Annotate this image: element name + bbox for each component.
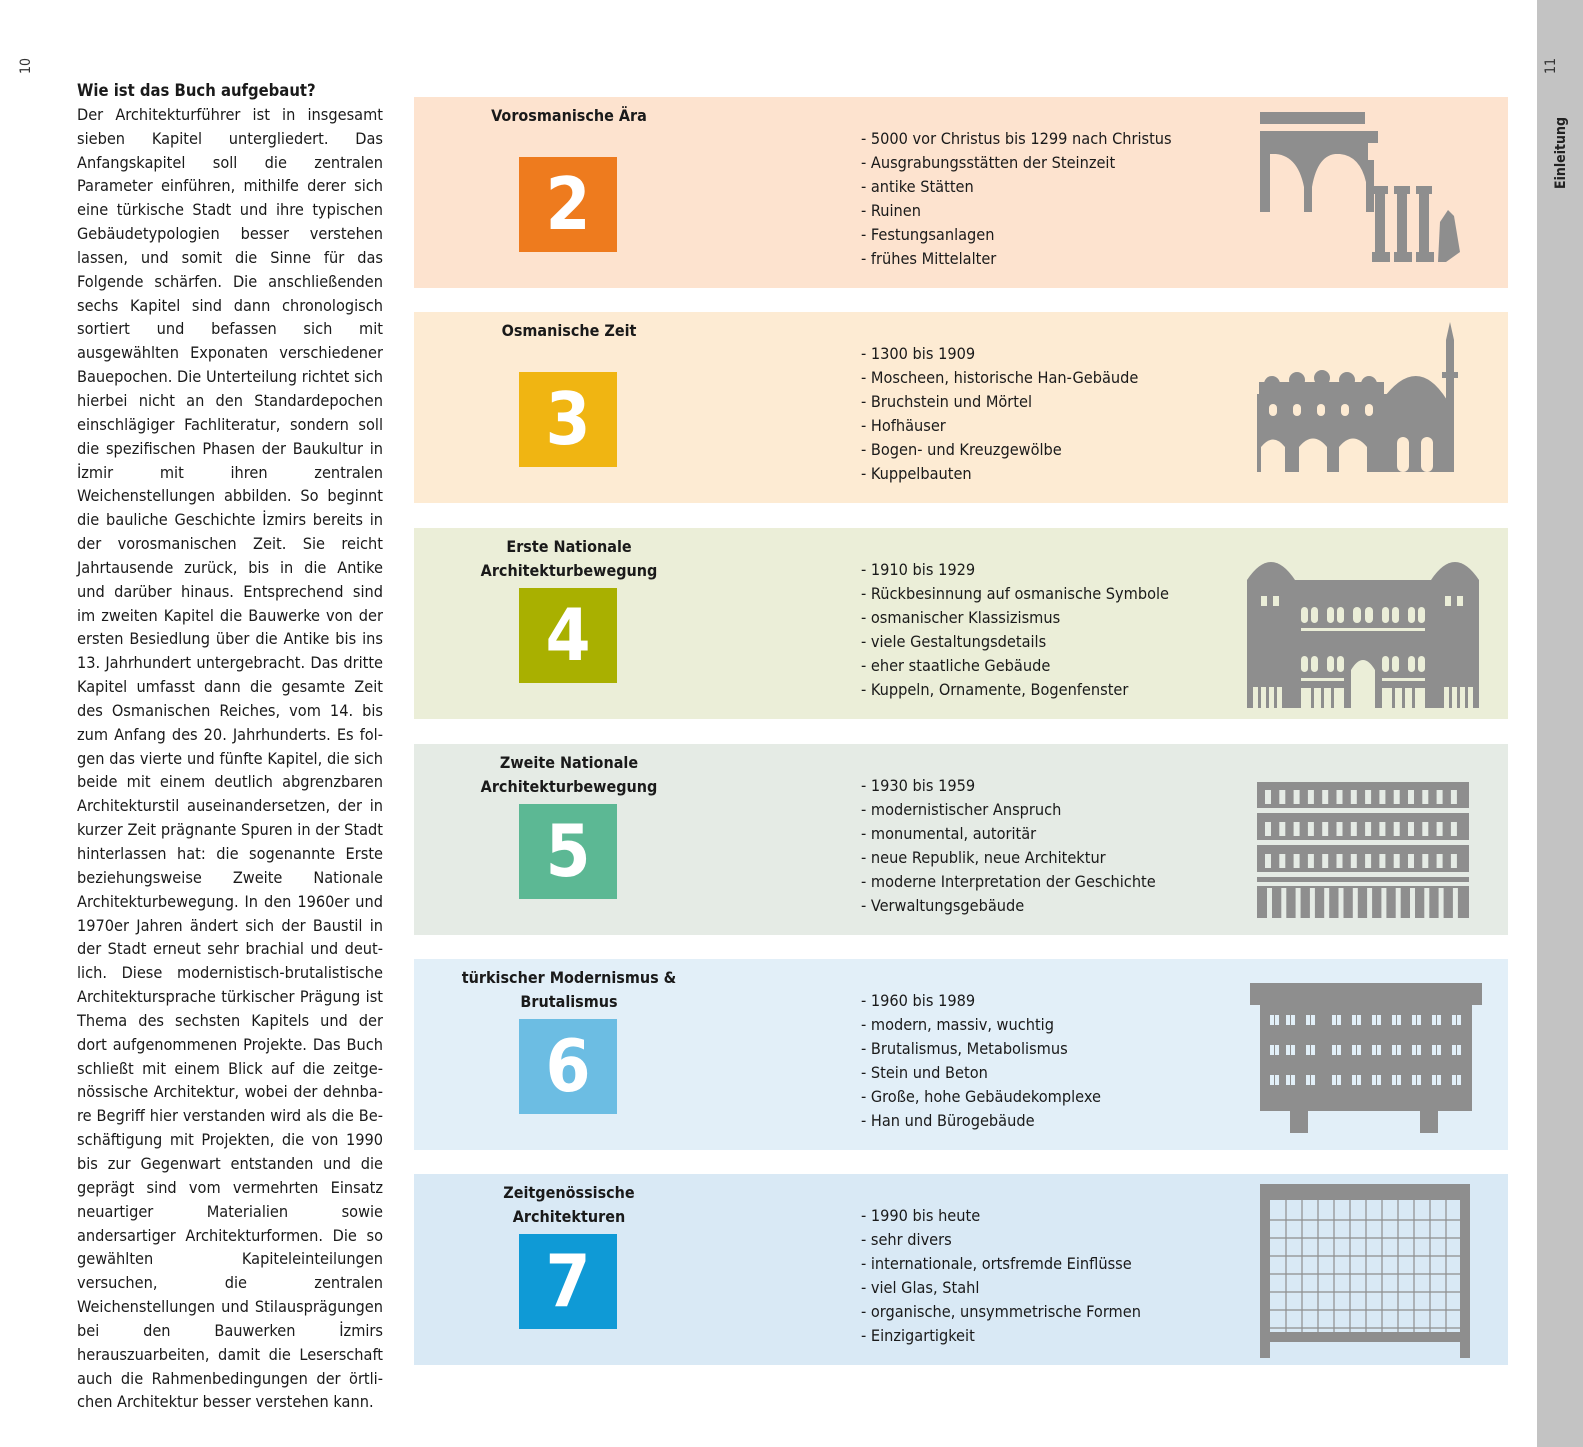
chapter-band-3 [414, 312, 1508, 503]
palace-facade-icon [1247, 552, 1479, 708]
list-item: - Stein und Beton [861, 1063, 988, 1082]
list-item: - Han und Bürogebäude [861, 1111, 1035, 1130]
chapter-number-badge: 6 [519, 1019, 617, 1114]
chapter-characteristics [861, 1204, 1141, 1348]
chapter-number-badge: 3 [519, 372, 617, 467]
chapter-band-4 [414, 528, 1508, 719]
chapter-band-5 [414, 744, 1508, 935]
intro-column [77, 79, 383, 1414]
list-item: - Kuppelbauten [861, 464, 972, 483]
chapter-title: Zeitgenössische Architekturen [503, 1183, 635, 1226]
list-item: - 1930 bis 1959 [861, 776, 976, 795]
chapter-characteristics [861, 342, 1138, 486]
chapter-characteristics [861, 127, 1172, 271]
glass-facade-icon [1260, 1184, 1470, 1358]
chapter-title: türkischer Modernismus & Brutalismus [461, 968, 677, 1011]
list-item: - Bogen- und Kreuzgewölbe [861, 440, 1062, 459]
list-item: - Ruinen [861, 201, 921, 220]
list-item: - Moscheen, historische Han-Gebäude [861, 368, 1139, 387]
chapter-band-6 [414, 959, 1508, 1150]
page-number-right: 11 [1543, 57, 1560, 75]
list-item: - monumental, autoritär [861, 824, 1037, 843]
intro-heading: Wie ist das Buch aufgebaut? [77, 81, 316, 100]
list-item: - Einzigartigkeit [861, 1326, 975, 1345]
list-item: - 1910 bis 1929 [861, 560, 976, 579]
chapter-title: Zweite Nationale Architekturbewegung [480, 753, 658, 796]
list-item: - internationale, ortsfremde Einflüsse [861, 1254, 1132, 1273]
list-item: - neue Republik, neue Architektur [861, 848, 1106, 867]
chapter-title: Vorosmanische Ära [491, 106, 647, 125]
list-item: - Verwaltungsgebäude [861, 896, 1025, 915]
chapter-number-badge: 7 [519, 1234, 617, 1329]
mosque-icon [1257, 322, 1477, 482]
list-item: - viel Glas, Stahl [861, 1278, 980, 1297]
list-item: - Ausgrabungsstätten der Steinzeit [861, 153, 1116, 172]
chapter-characteristics [861, 558, 1169, 702]
list-item: - Große, hohe Gebäudekomplexe [861, 1087, 1101, 1106]
list-item: - moderne Interpretation der Geschichte [861, 872, 1156, 891]
list-item: - 1300 bis 1909 [861, 344, 976, 363]
page-number-left: 10 [18, 57, 35, 75]
list-item: - sehr divers [861, 1230, 952, 1249]
chapter-title: Osmanische Zeit [501, 321, 637, 340]
list-item: - modern, massiv, wuchtig [861, 1015, 1054, 1034]
ancient-ruins-icon [1260, 112, 1480, 272]
chapter-number-badge: 2 [519, 157, 617, 252]
intro-body: Der Architekturführer ist in insgesamt sieben Kapitel untergliedert. Das Anfangskapitel soll die zentralen Parameter einführen, mithilfe derer sich eine türkische Stadt und ihre typischen Gebäudetypologien besser verstehen lassen, und somit die Sinne für das Folgende schärfen. Die anschließenden sechs Kapitel sind dann chronologisch sortiert und befassen sich mit ausgewählten Exponaten verschiedener Bauepochen. Die Unterteilung richtet sich hierbei nicht an den Standardepochen einschlägiger Fachliteratur, sondern soll die spezifischen Phasen der Baukultur in İzmir mit ihren zentralen Weichenstellungen abbilden. So beginnt die bauliche Geschichte İzmirs bereits in der vorosmanischen Zeit. Sie reicht Jahrtausende zurück, bis in die Antike und darüber hinaus. Entsprechend sind im zweiten Kapitel die Bauwerke von der ersten Besiedlung über die Antike bis ins 13. Jahrhundert untergebracht. Das dritte Kapitel umfasst dann die gesamte Zeit des Osmanischen Reiches, vom 14. bis zum Anfang des 20. Jahrhunderts. Es folgen das vierte und fünfte Kapitel, die sich beide mit einem deutlich abgrenzbaren Architekturstil auseinandersetzen, der in kurzer Zeit prägnante Spuren in der Stadt hinterlassen hat: die sogenannte Erste beziehungsweise Zweite Nationale Architekturbewegung. In den 1960er und 1970er Jahren ändert sich der Baustil in der Stadt erneut sehr brachial und deutlich. Diese modernistisch-brutalistische Architektursprache türkischer Prägung ist Thema des sechsten Kapitels und der dort aufgenommenen Projekte. Das Buch schließt mit einem Blick auf die zeitgenössische Architektur, wobei der dehnbare Begriff hier verstanden wird als die Beschäftigung mit Projekten, die von 1990 bis zur Gegenwart entstanden und die geprägt sind vom vermehrten Einsatz neuartiger Materialien sowie andersartiger Architekturformen. Die so gewählten Kapiteleinteilungen versuchen, die zentralen Weichenstellungen und Stilausprägungen bei den Bauwerken İzmirs herauszuarbeiten, damit die Leserschaft auch die Rahmenbedingungen der örtlichen Architektur besser verstehen kann. [77, 104, 383, 1412]
list-item: - Brutalismus, Metabolismus [861, 1039, 1068, 1058]
chapter-band-2 [414, 97, 1508, 288]
list-item: - viele Gestaltungsdetails [861, 632, 1047, 651]
chapter-characteristics [861, 774, 1156, 918]
colonnade-building-icon [1257, 782, 1469, 918]
list-item: - Bruchstein und Mörtel [861, 392, 1032, 411]
list-item: - 5000 vor Christus bis 1299 nach Christus [861, 129, 1172, 148]
brutalist-building-icon [1250, 983, 1482, 1133]
list-item: - Kuppeln, Ornamente, Bogenfenster [861, 680, 1129, 699]
list-item: - frühes Mittelalter [861, 249, 997, 268]
list-item: - organische, unsymmetrische Formen [861, 1302, 1141, 1321]
list-item: - Rückbesinnung auf osmanische Symbole [861, 584, 1170, 603]
list-item: - modernistischer Anspruch [861, 800, 1062, 819]
list-item: - Festungsanlagen [861, 225, 995, 244]
chapter-characteristics [861, 989, 1101, 1133]
chapter-band-7 [414, 1174, 1508, 1365]
list-item: - 1960 bis 1989 [861, 991, 976, 1010]
list-item: - osmanischer Klassizismus [861, 608, 1061, 627]
side-tab-label: Einleitung [1553, 116, 1569, 190]
chapter-number-badge: 4 [519, 588, 617, 683]
list-item: - antike Stätten [861, 177, 974, 196]
chapter-number-badge: 5 [519, 804, 617, 899]
list-item: - eher staatliche Gebäude [861, 656, 1051, 675]
list-item: - 1990 bis heute [861, 1206, 981, 1225]
chapter-side-tab [1537, 0, 1583, 1447]
list-item: - Hofhäuser [861, 416, 946, 435]
chapter-title: Erste Nationale Architekturbewegung [480, 537, 658, 580]
